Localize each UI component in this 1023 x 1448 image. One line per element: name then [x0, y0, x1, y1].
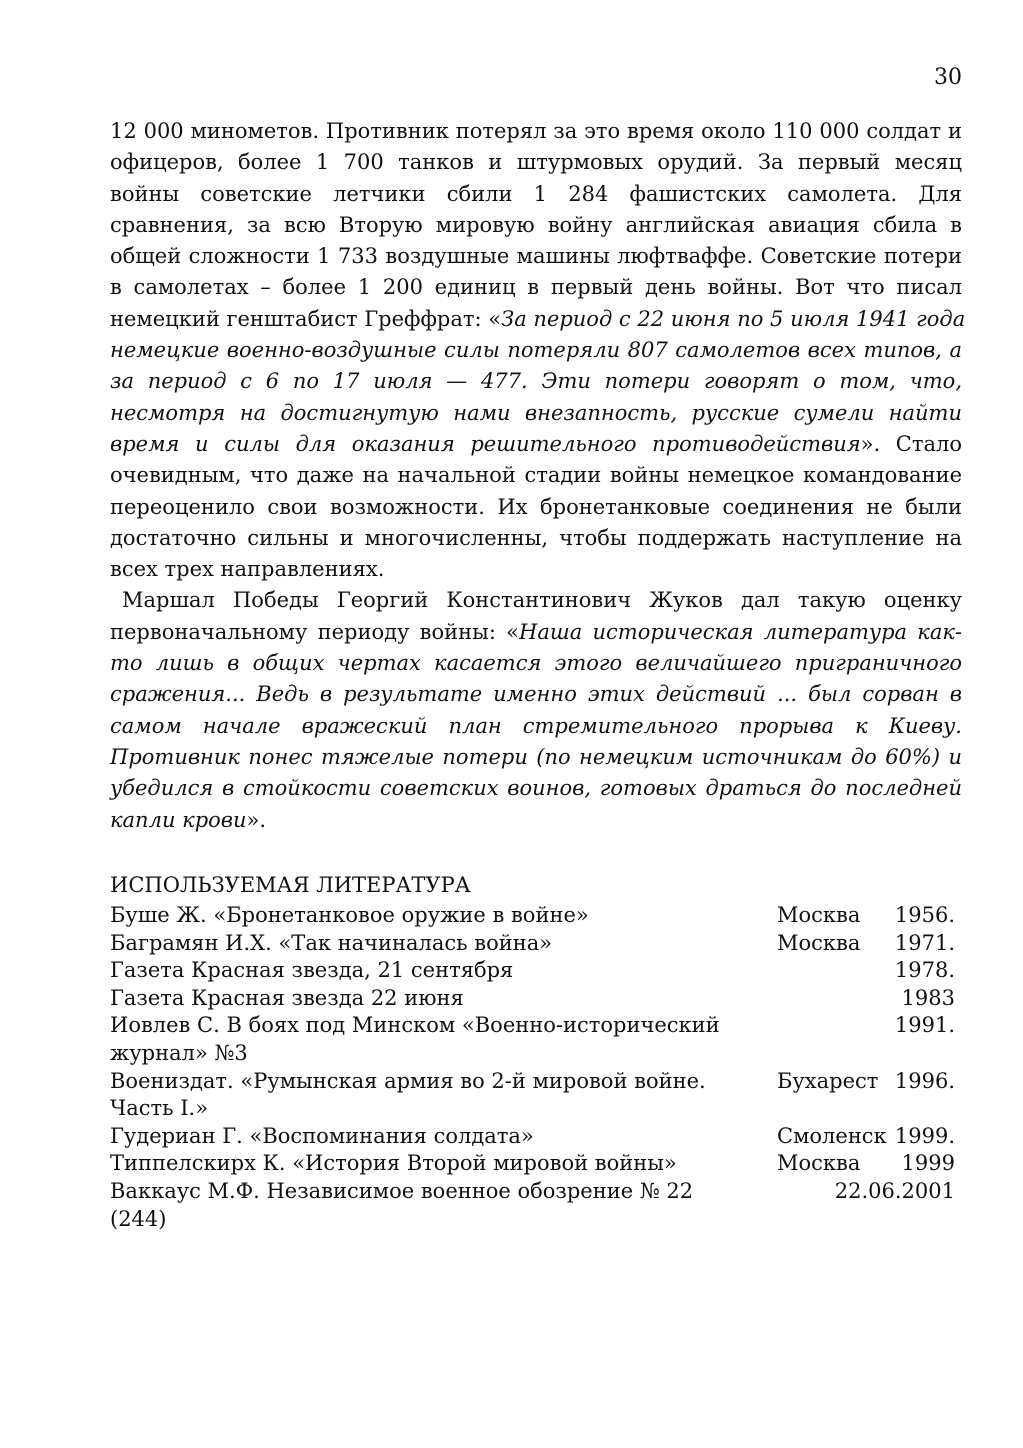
- text-line: [110, 554, 962, 585]
- reference-year: 1991.: [894, 1013, 955, 1038]
- reference-item: [110, 1068, 955, 1096]
- italic-quote-text: немецкие военно-воздушные силы потеряли 807 самолетов всех типов, а: [110, 338, 962, 363]
- text-line: [110, 711, 962, 742]
- text-line: [110, 398, 962, 429]
- text-segment: первоначальному периоду войны: «: [110, 619, 519, 644]
- reference-place: Смоленск: [777, 1123, 887, 1148]
- text-line: [110, 241, 962, 272]
- italic-quote-text: за период с 6 по 17 июля — 477. Эти потери говорят о том, что,: [110, 369, 962, 394]
- text-segment: ». Стало: [860, 431, 962, 456]
- text-segment: войны советские летчики сбили 1 284 фашистских самолета. Для: [110, 181, 962, 206]
- reference-year: 1978.: [894, 958, 955, 983]
- references-heading: ИСПОЛЬЗУЕМАЯ ЛИТЕРАТУРА: [110, 873, 471, 897]
- text-line: [110, 617, 962, 648]
- text-segment: сравнения, за всю Вторую мировую войну английская авиация сбила в: [110, 212, 962, 237]
- reference-item: [110, 1150, 955, 1178]
- italic-quote-text: За период с 22 июня по 5 июля 1941 года: [501, 306, 966, 331]
- reference-item: [110, 957, 955, 985]
- text-line: [110, 335, 962, 366]
- text-line: [110, 272, 962, 303]
- reference-year: 1996.: [894, 1068, 955, 1093]
- text-segment: переоценило свои возможности. Их бронетанковые соединения не были: [110, 494, 962, 519]
- reference-title-continuation: (244): [110, 1206, 167, 1231]
- text-line: [110, 773, 962, 804]
- reference-item: [110, 902, 955, 930]
- reference-item: [110, 1178, 955, 1206]
- reference-item-continuation: [110, 1040, 955, 1068]
- text-line: [110, 492, 962, 523]
- reference-title: Газета Красная звезда 22 июня: [110, 985, 464, 1010]
- text-segment: немецкий генштабист Греффрат: «: [110, 306, 502, 331]
- reference-item: [110, 1012, 955, 1040]
- italic-quote-text: Противник понес тяжелые потери (по немецким источникам до 60%) и: [110, 744, 962, 769]
- italic-quote-text: убедился в стойкости советских воинов, готовых драться до последней: [110, 776, 962, 801]
- reference-item: [110, 985, 955, 1013]
- reference-place: Москва: [777, 930, 861, 955]
- italic-quote-text: время и силы для оказания решительного противодействия: [110, 431, 861, 456]
- text-line: [110, 805, 962, 836]
- italic-quote-text: несмотря на достигнутую нами внезапность, русские сумели найти: [110, 400, 962, 425]
- reference-year: 1971.: [894, 930, 955, 955]
- reference-title: Гудериан Г. «Воспоминания солдата»: [110, 1123, 534, 1148]
- italic-quote-text: самом начале вражеский план стремительного прорыва к Киеву.: [110, 713, 962, 738]
- text-line: [110, 648, 962, 679]
- text-segment: в самолетах – более 1 200 единиц в первый день войны. Вот что писал: [110, 275, 962, 300]
- reference-title: Воениздат. «Румынская армия во 2-й мировой войне.: [110, 1068, 706, 1093]
- paragraph-2: [110, 585, 962, 835]
- text-line: [110, 429, 962, 460]
- italic-quote-text: капли крови: [110, 807, 247, 832]
- text-line: [110, 523, 962, 554]
- reference-place: Москва: [777, 903, 861, 927]
- text-segment: всех трех направлениях.: [110, 557, 385, 582]
- reference-title-continuation: журнал» №3: [110, 1040, 248, 1065]
- text-line: [110, 679, 962, 710]
- reference-year: 1999.: [894, 1123, 955, 1148]
- reference-item: [110, 930, 955, 958]
- reference-year: 1956.: [894, 903, 955, 927]
- reference-year: 1999: [901, 1151, 955, 1176]
- italic-quote-text: сражения... Ведь в результате именно этих действий ... был сорван в: [110, 682, 962, 707]
- text-segment: офицеров, более 1 700 танков и штурмовых орудий. За первый месяц: [110, 150, 962, 175]
- text-line: [110, 585, 962, 616]
- reference-title: Буше Ж. «Бронетанковое оружие в войне»: [110, 903, 589, 927]
- italic-quote-text: то лишь в общих чертах касается этого величайшего приграничного: [110, 651, 962, 676]
- text-line: [110, 179, 962, 210]
- references-list: [110, 902, 955, 1233]
- reference-title-continuation: Часть I.»: [110, 1096, 209, 1121]
- text-line: [110, 210, 962, 241]
- reference-item-continuation: [110, 1206, 955, 1234]
- text-line: [110, 742, 962, 773]
- reference-item-continuation: [110, 1095, 955, 1123]
- text-segment: Маршал Победы Георгий Константинович Жуков дал такую оценку: [122, 588, 962, 613]
- body-text: [110, 116, 966, 836]
- text-line: [110, 304, 966, 335]
- paragraph-1: [110, 116, 966, 585]
- reference-title: Газета Красная звезда, 21 сентября: [110, 958, 514, 983]
- text-segment: ».: [246, 807, 267, 832]
- reference-item: [110, 1123, 955, 1151]
- text-line: [110, 366, 962, 397]
- text-line: [110, 460, 962, 491]
- text-segment: общей сложности 1 733 воздушные машины люфтваффе. Советские потери: [110, 244, 962, 269]
- reference-title: Типпелскирх К. «История Второй мировой войны»: [110, 1151, 677, 1176]
- italic-quote-text: Наша историческая литература как-: [519, 619, 962, 644]
- reference-title: Баграмян И.Х. «Так начиналась война»: [110, 930, 553, 955]
- page-number: 30: [934, 65, 962, 90]
- reference-title: Иовлев С. В боях под Минском «Военно-исторический: [110, 1013, 720, 1038]
- text-segment: очевидным, что даже на начальной стадии войны немецкое командование: [110, 463, 962, 488]
- reference-year: 22.06.2001: [834, 1178, 955, 1203]
- text-line: [110, 116, 962, 147]
- text-line: [110, 147, 962, 178]
- text-segment: 12 000 минометов. Противник потерял за это время около 110 000 солдат и: [110, 119, 962, 143]
- reference-year: 1983: [901, 985, 955, 1010]
- reference-place: Москва: [777, 1151, 861, 1176]
- reference-title: Ваккаус М.Ф. Независимое военное обозрение № 22: [110, 1178, 694, 1203]
- reference-place: Бухарест: [777, 1068, 879, 1093]
- text-segment: достаточно сильны и многочисленны, чтобы поддержать наступление на: [110, 525, 962, 550]
